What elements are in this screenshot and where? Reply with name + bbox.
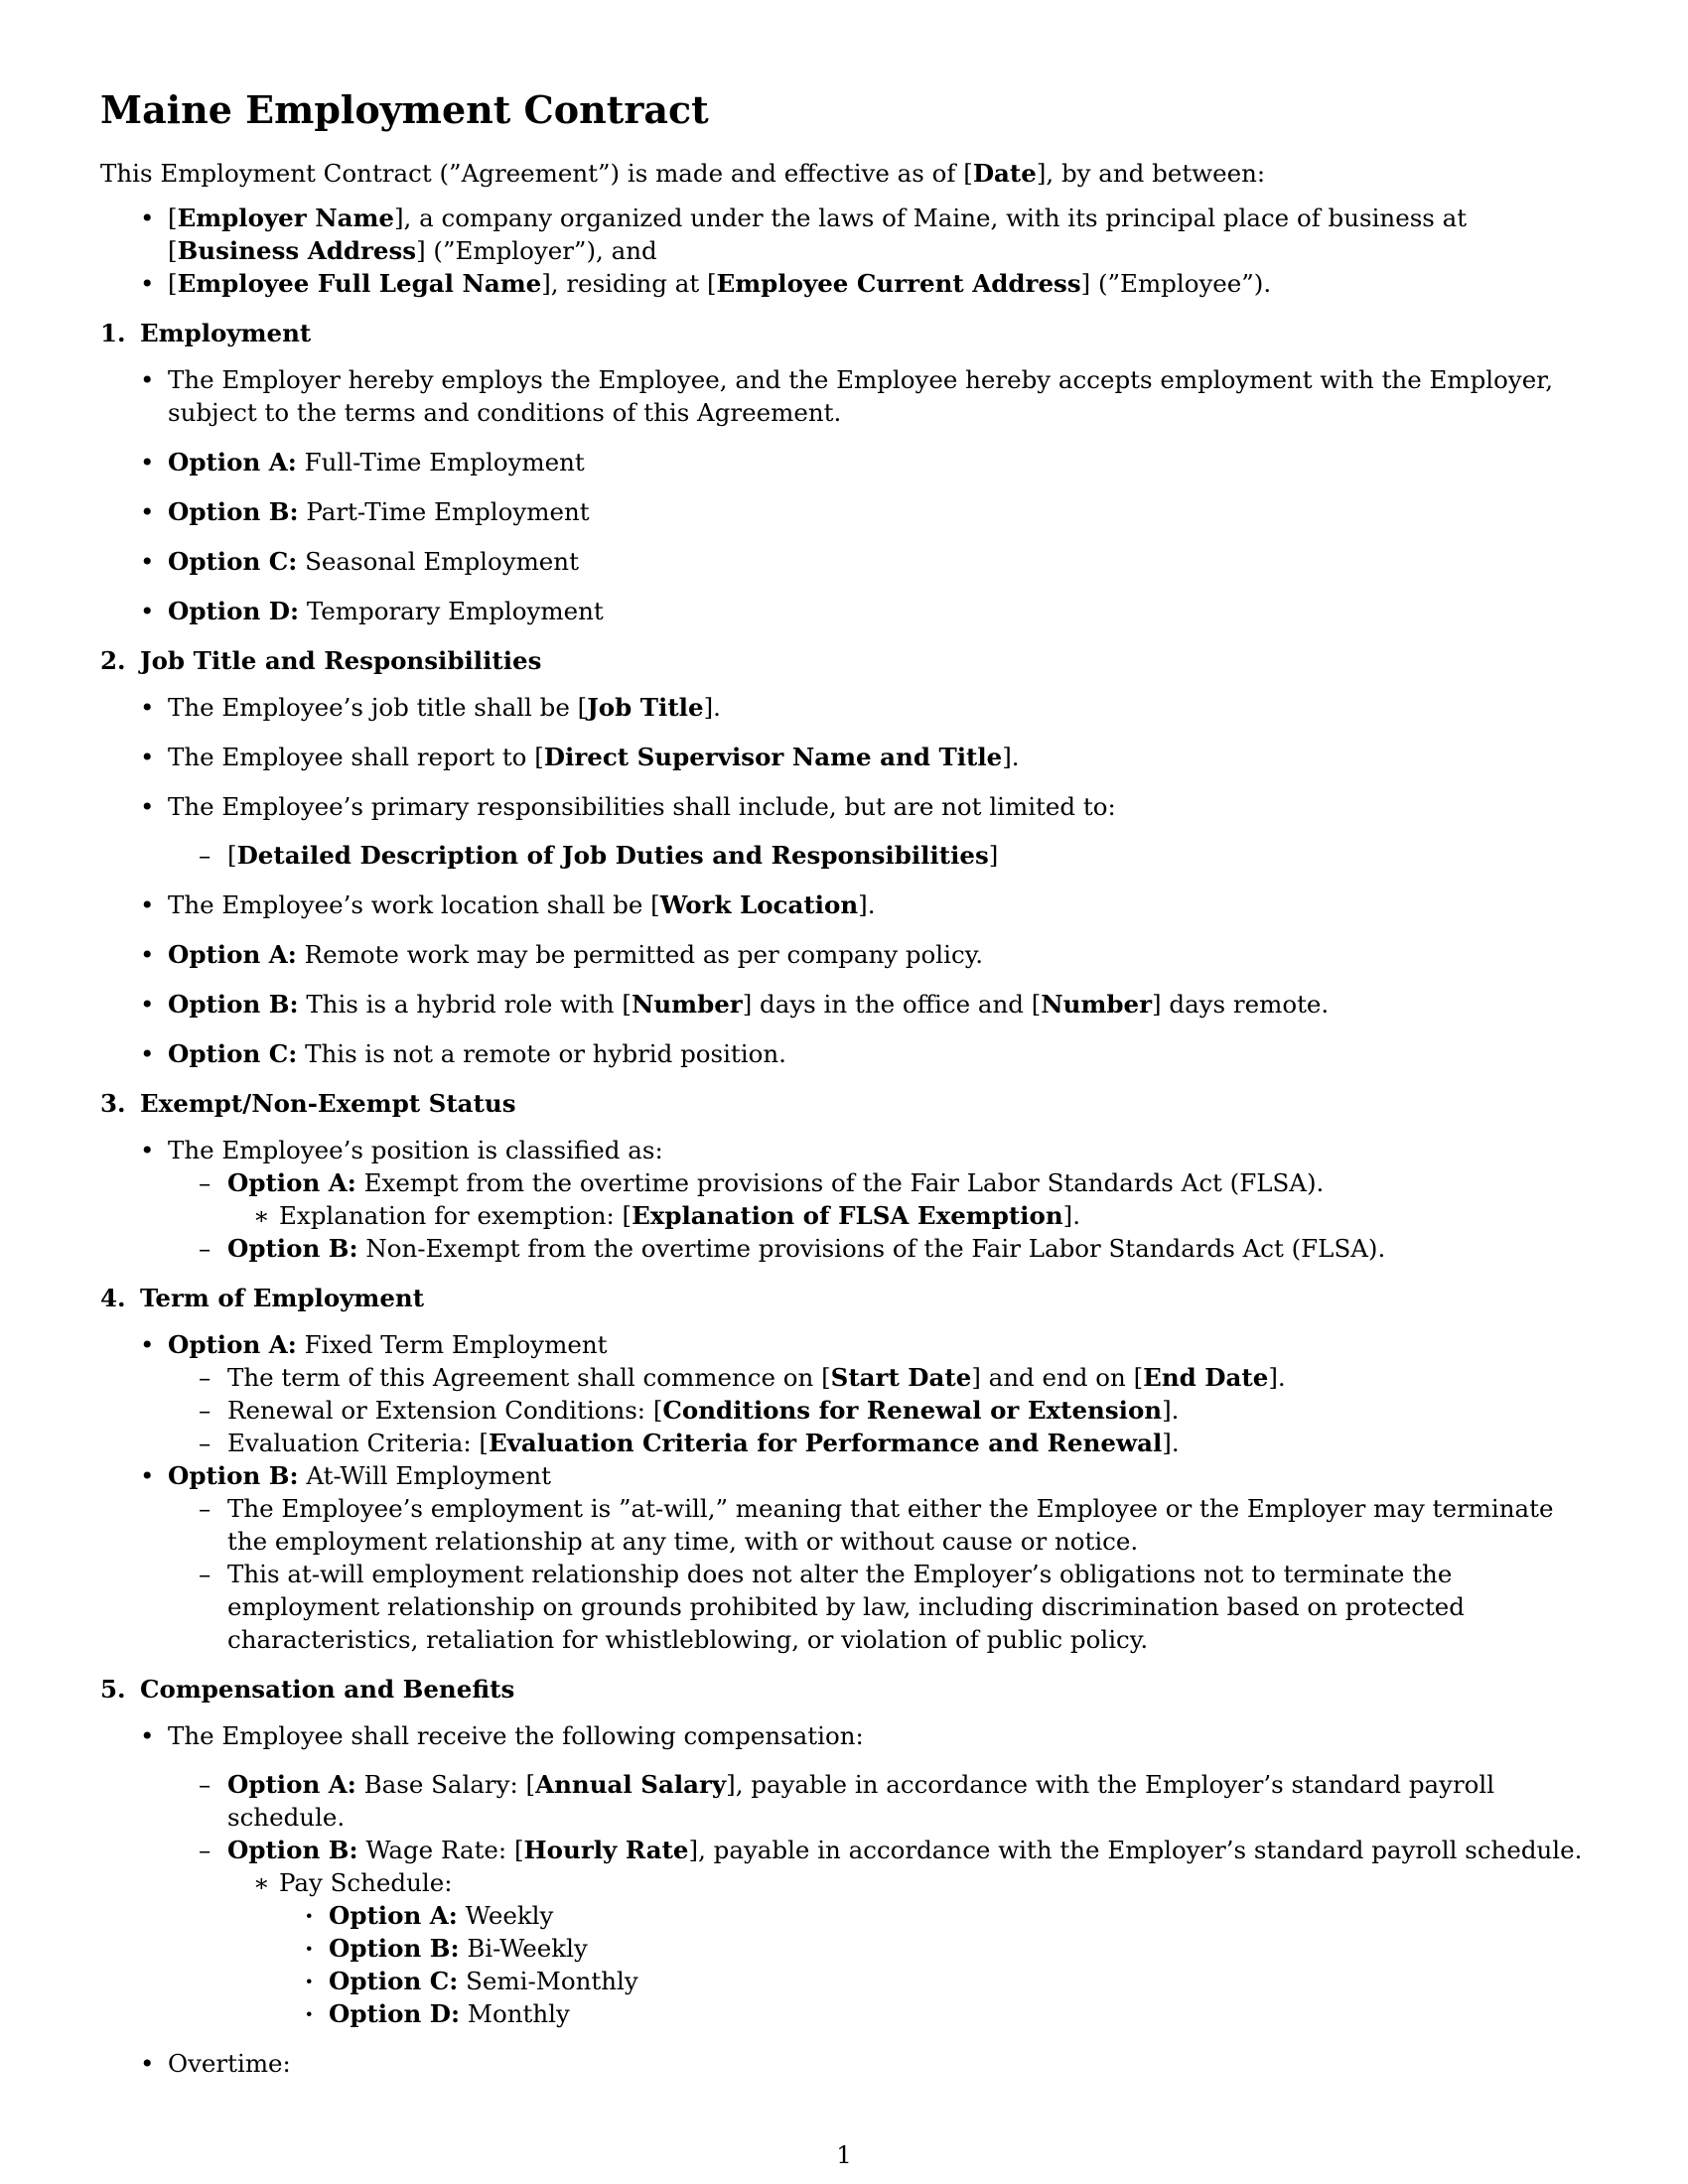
section-heading: 5. Compensation and Benefits: [100, 1674, 515, 1704]
list-item: – Option B: Non-Exempt from the overtime provisions of the Fair Labor Standards Act (FLSA).: [168, 1232, 1590, 1265]
section-heading: 3. Exempt/Non-Exempt Status: [100, 1088, 516, 1118]
list-item: • [Employee Full Legal Name], residing at [Employee Current Address] (”Employee”).: [100, 267, 1590, 300]
section-5-list: [100, 1719, 1590, 2080]
section-heading: 4. Term of Employment: [100, 1283, 425, 1312]
list-item: – This at-will employment relationship does not alter the Employer’s obligations not to terminate the employment relationship on grounds prohibited by law, including discrimination based on protected characteristics, retaliation for whistleblowing, or violation of public policy.: [168, 1558, 1590, 1656]
section-heading: 1. Employment: [100, 318, 312, 347]
list-item: – Option A: Exempt from the overtime provisions of the Fair Labor Standards Act (FLSA). ∗ Explanation for exemption: [Explanation of FLSA Exemption].: [168, 1166, 1590, 1232]
list-item: – Option A: Base Salary: [Annual Salary], payable in accordance with the Employer’s standard payroll schedule.: [168, 1768, 1590, 1834]
date-placeholder: Date: [972, 158, 1037, 188]
exemption-sublist: [227, 1199, 1590, 1232]
list-item: – The Employee’s employment is ”at-will,” meaning that either the Employee or the Employer may terminate the employment relationship at any time, with or without cause or notice.: [168, 1492, 1590, 1558]
list-item: • The Employee shall receive the following compensation: – Option A: Base Salary: [Annual Salary], payable in accordance with the Employer’s standard payroll schedule. – Option B: Wage Rate: [Hourly Rate], payable in accordance with the Employer’s standard payroll schedule. ∗ Pay Schedule: · Option A: Weekly · Option B: Bi-Weekly · Option C: Semi-Monthly · Option D: Monthly: [100, 1719, 1590, 2030]
status-sublist: [168, 1166, 1590, 1265]
list-item: • The Employee’s position is classified as: – Option A: Exempt from the overtime provisions of the Fair Labor Standards Act (FLSA). ∗ Explanation for exemption: [Explanation of FLSA Exemption]. – Option B: Non-Exempt from the overtime provisions of the Fair Labor Standards Act (FLSA).: [100, 1134, 1590, 1265]
list-item: • Option B: Part-Time Employment: [100, 495, 1590, 528]
list-item: • Option B: This is a hybrid role with [Number] days in the office and [Number] days remote.: [100, 988, 1590, 1021]
section-1-list: [100, 363, 1590, 627]
section-3-list: [100, 1134, 1590, 1265]
page-number: 1: [836, 2140, 852, 2169]
list-item: · Option B: Bi-Weekly: [279, 1932, 1590, 1965]
document-title: Maine Employment Contract: [100, 87, 709, 132]
list-item: • Option A: Full-Time Employment: [100, 446, 1590, 478]
section-heading: 2. Job Title and Responsibilities: [100, 645, 542, 675]
duties-sublist: [168, 839, 1590, 872]
list-item: – [Detailed Description of Job Duties and Responsibilities]: [168, 839, 1590, 872]
list-item: · Option D: Monthly: [279, 1997, 1590, 2030]
parties-list: [100, 202, 1590, 300]
list-item: · Option A: Weekly: [279, 1899, 1590, 1932]
list-item: • The Employee’s primary responsibilities shall include, but are not limited to: – [Detailed Description of Job Duties and Responsibilities]: [100, 790, 1590, 872]
list-item: • [Employer Name], a company organized under the laws of Maine, with its principal place of business at [Business Address] (”Employer”), and: [100, 202, 1590, 267]
list-item: ∗ Explanation for exemption: [Explanation of FLSA Exemption].: [227, 1199, 1590, 1232]
list-item: – Renewal or Extension Conditions: [Conditions for Renewal or Extension].: [168, 1394, 1590, 1427]
intro-paragraph: This Employment Contract (”Agreement”) is made and effective as of [Date], by and between:: [100, 158, 1266, 188]
schedule-options-list: [279, 1899, 1590, 2030]
list-item: • Option B: At-Will Employment – The Employee’s employment is ”at-will,” meaning that either the Employee or the Employer may terminate the employment relationship at any time, with or without cause or notice. – This at-will employment relationship does not alter the Employer’s obligations not to terminate the employment relationship on grounds prohibited by law, including discrimination based on protected characteristics, retaliation for whistleblowing, or violation of public policy.: [100, 1459, 1590, 1656]
list-item: ∗ Pay Schedule: · Option A: Weekly · Option B: Bi-Weekly · Option C: Semi-Monthly · Option D: Monthly: [227, 1866, 1590, 2030]
list-item: • Option C: Seasonal Employment: [100, 545, 1590, 578]
list-item: • The Employer hereby employs the Employee, and the Employee hereby accepts employment with the Employer, subject to the terms and conditions of this Agreement.: [100, 363, 1590, 429]
list-item: • Option A: Fixed Term Employment – The term of this Agreement shall commence on [Start Date] and end on [End Date]. – Renewal or Extension Conditions: [Conditions for Renewal or Extension]. – Evaluation Criteria: [Evaluation Criteria for Performance and Renewal].: [100, 1328, 1590, 1459]
list-item: • Overtime:: [100, 2047, 1590, 2080]
pay-schedule-sublist: [227, 1866, 1590, 2030]
section-2-list: [100, 691, 1590, 1070]
list-item: • Option A: Remote work may be permitted as per company policy.: [100, 938, 1590, 971]
compensation-sublist: [168, 1768, 1590, 2030]
document-page: [100, 87, 1590, 2097]
list-item: • Option D: Temporary Employment: [100, 595, 1590, 627]
list-item: • The Employee shall report to [Direct Supervisor Name and Title].: [100, 741, 1590, 773]
list-item: – Option B: Wage Rate: [Hourly Rate], payable in accordance with the Employer’s standard payroll schedule. ∗ Pay Schedule: · Option A: Weekly · Option B: Bi-Weekly · Option C: Semi-Monthly · Option D: Monthly: [168, 1834, 1590, 2030]
list-item: • The Employee’s job title shall be [Job Title].: [100, 691, 1590, 724]
list-item: • The Employee’s work location shall be [Work Location].: [100, 888, 1590, 921]
list-item: – The term of this Agreement shall commence on [Start Date] and end on [End Date].: [168, 1361, 1590, 1394]
list-item: • Option C: This is not a remote or hybrid position.: [100, 1037, 1590, 1070]
at-will-sublist: [168, 1492, 1590, 1656]
list-item: · Option C: Semi-Monthly: [279, 1965, 1590, 1997]
fixed-term-sublist: [168, 1361, 1590, 1459]
list-item: – Evaluation Criteria: [Evaluation Criteria for Performance and Renewal].: [168, 1427, 1590, 1459]
section-4-list: [100, 1328, 1590, 1656]
